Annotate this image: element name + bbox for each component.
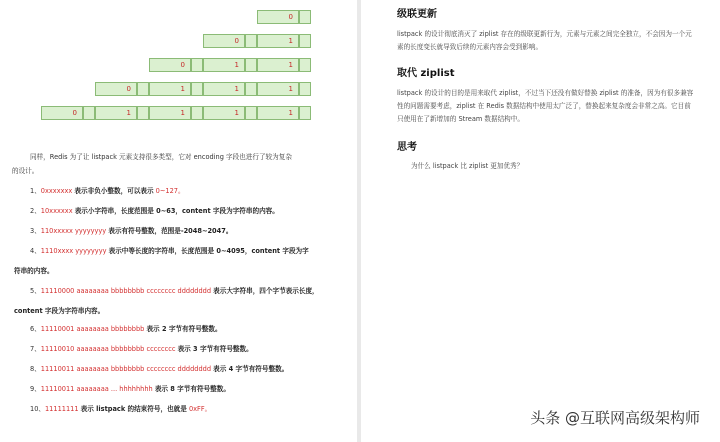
encoding-cell <box>95 82 137 96</box>
encoding-cell <box>257 10 299 24</box>
bit-label: 0 <box>288 13 293 21</box>
encoding-range: 0~127。 <box>155 187 185 195</box>
encoding-description: 表示 4 字节有符号整数。 <box>213 365 289 373</box>
encoding-description: 表示小字符串，长度范围是 0~63，content 字段为字符串的内容。 <box>74 207 279 215</box>
encoding-cell <box>245 58 257 72</box>
encoding-cell <box>245 106 257 120</box>
encoding-description: 表示大字符串，四个字节表示长度， <box>213 287 319 295</box>
encoding-code: 11110010 aaaaaaaa bbbbbbbb cccccccc <box>40 345 176 353</box>
encoding-cell <box>95 106 137 120</box>
encoding-cell <box>245 34 257 48</box>
encoding-cell <box>137 82 149 96</box>
paragraph-cascade-update: listpack 的设计彻底消灭了 ziplist 存在的级联更新行为，元素与元素之间完全独立，不会因为一个元素的长度变长就导致后续的元素内容会受到影响。 <box>397 30 692 51</box>
bit-label: 1 <box>288 109 293 117</box>
bit-label: 0 <box>126 85 131 93</box>
encoding-code: 11110011 aaaaaaaa ... hhhhhhhh <box>40 385 153 393</box>
encoding-item <box>30 206 279 216</box>
encoding-description: 表示非负小整数，可以表示 <box>74 187 154 195</box>
bit-label: 0 <box>234 37 239 45</box>
encoding-cell <box>299 58 311 72</box>
encoding-code: 1110xxxx yyyyyyyy <box>40 247 107 255</box>
item-number: 2、 <box>30 207 41 215</box>
encoding-description: 表示 8 字节有符号整数。 <box>154 385 230 393</box>
encoding-cell <box>203 82 245 96</box>
encoding-item-continued: content 字段为字符串内容。 <box>14 307 105 315</box>
heading-cascade-update: 级联更新 <box>397 9 437 20</box>
encoding-code: 10xxxxxx <box>40 207 73 215</box>
encoding-code: 11110011 aaaaaaaa bbbbbbbb cccccccc dddddddd <box>40 365 212 373</box>
bit-label: 1 <box>180 85 185 93</box>
encoding-cell <box>191 82 203 96</box>
encoding-item <box>30 404 211 414</box>
heading-replace-ziplist: 取代 ziplist <box>397 68 455 79</box>
item-number: 6、 <box>30 325 41 333</box>
encoding-cell <box>203 34 245 48</box>
encoding-code: 11110000 aaaaaaaa bbbbbbbb cccccccc dddddddd <box>40 287 212 295</box>
encoding-cell <box>299 82 311 96</box>
encoding-item <box>30 186 185 196</box>
encoding-cell <box>41 106 83 120</box>
intro-line-1: 同样，Redis 为了让 listpack 元素支持很多类型，它对 encoding 字段也进行了较为复杂 <box>30 153 292 161</box>
encoding-range: 0xFF。 <box>188 405 212 413</box>
right-page <box>361 0 720 442</box>
encoding-cell <box>257 58 299 72</box>
item-number: 1、 <box>30 187 41 195</box>
paragraph-replace-ziplist: listpack 的设计的目的是用来取代 ziplist，不过当下还没有做好替换 ziplist 的准备，因为有很多兼容性的问题需要考虑，ziplist 在 Redis 数据结构中使用太广泛了，替换起来复杂度会非常之高。它目前只使用在了新增加的 Stream 数据结构中。 <box>397 89 694 123</box>
bit-label: 1 <box>288 37 293 45</box>
encoding-cell <box>257 106 299 120</box>
encoding-cell <box>245 82 257 96</box>
bit-label: 1 <box>126 109 131 117</box>
encoding-row <box>149 58 311 72</box>
encoding-code: 0xxxxxxx <box>40 187 73 195</box>
encoding-cell <box>299 10 311 24</box>
encoding-item <box>30 286 319 296</box>
item-number: 3、 <box>30 227 41 235</box>
item-number: 4、 <box>30 247 41 255</box>
encoding-cell <box>191 106 203 120</box>
intro-line-2: 的设计。 <box>12 167 39 175</box>
bit-label: 1 <box>234 61 239 69</box>
encoding-cell <box>83 106 95 120</box>
encoding-cell <box>257 82 299 96</box>
bit-label: 1 <box>180 109 185 117</box>
encoding-cell <box>299 106 311 120</box>
bit-label: 1 <box>288 61 293 69</box>
encoding-item <box>30 384 230 394</box>
item-number: 9、 <box>30 385 41 393</box>
encoding-cell <box>191 58 203 72</box>
encoding-code: 11110001 aaaaaaaa bbbbbbbb <box>40 325 145 333</box>
encoding-cell <box>149 106 191 120</box>
item-number: 8、 <box>30 365 41 373</box>
encoding-item <box>30 364 288 374</box>
bit-label: 0 <box>72 109 77 117</box>
item-number: 5、 <box>30 287 41 295</box>
encoding-item-continued: 符串的内容。 <box>14 267 54 275</box>
encoding-description: 表示 2 字节有符号整数。 <box>146 325 222 333</box>
encoding-cell <box>137 106 149 120</box>
bit-label: 1 <box>234 85 239 93</box>
item-number: 7、 <box>30 345 41 353</box>
encoding-description: 表示有符号整数，范围是-2048~2047。 <box>108 227 233 235</box>
encoding-item <box>30 226 232 236</box>
encoding-cell <box>149 82 191 96</box>
heading-thinking: 思考 <box>397 142 417 153</box>
encoding-item <box>30 324 222 334</box>
item-number: 10、 <box>30 405 45 413</box>
left-page <box>0 0 357 442</box>
bit-label: 0 <box>180 61 185 69</box>
encoding-row <box>95 82 311 96</box>
encoding-cell <box>203 58 245 72</box>
encoding-code: 11111111 <box>44 405 79 413</box>
encoding-description: 表示 3 字节有符号整数。 <box>177 345 253 353</box>
bit-label: 1 <box>234 109 239 117</box>
encoding-row <box>257 10 311 24</box>
encoding-code: 110xxxxx yyyyyyyy <box>40 227 107 235</box>
encoding-description: 表示中等长度的字符串，长度范围是 0~4095，content 字段为字 <box>108 247 309 255</box>
bit-label: 1 <box>288 85 293 93</box>
encoding-row <box>203 34 311 48</box>
encoding-row <box>41 106 311 120</box>
encoding-description: 表示 listpack 的结束符号，也就是 <box>80 405 187 413</box>
paragraph-thinking: 为什么 listpack 比 ziplist 更加优秀？ <box>411 162 524 170</box>
encoding-cell <box>299 34 311 48</box>
encoding-item <box>30 246 309 256</box>
encoding-cell <box>149 58 191 72</box>
encoding-item <box>30 344 253 354</box>
encoding-cell <box>257 34 299 48</box>
watermark: 头条 @互联网高级架构师 <box>530 409 700 427</box>
encoding-cell <box>203 106 245 120</box>
